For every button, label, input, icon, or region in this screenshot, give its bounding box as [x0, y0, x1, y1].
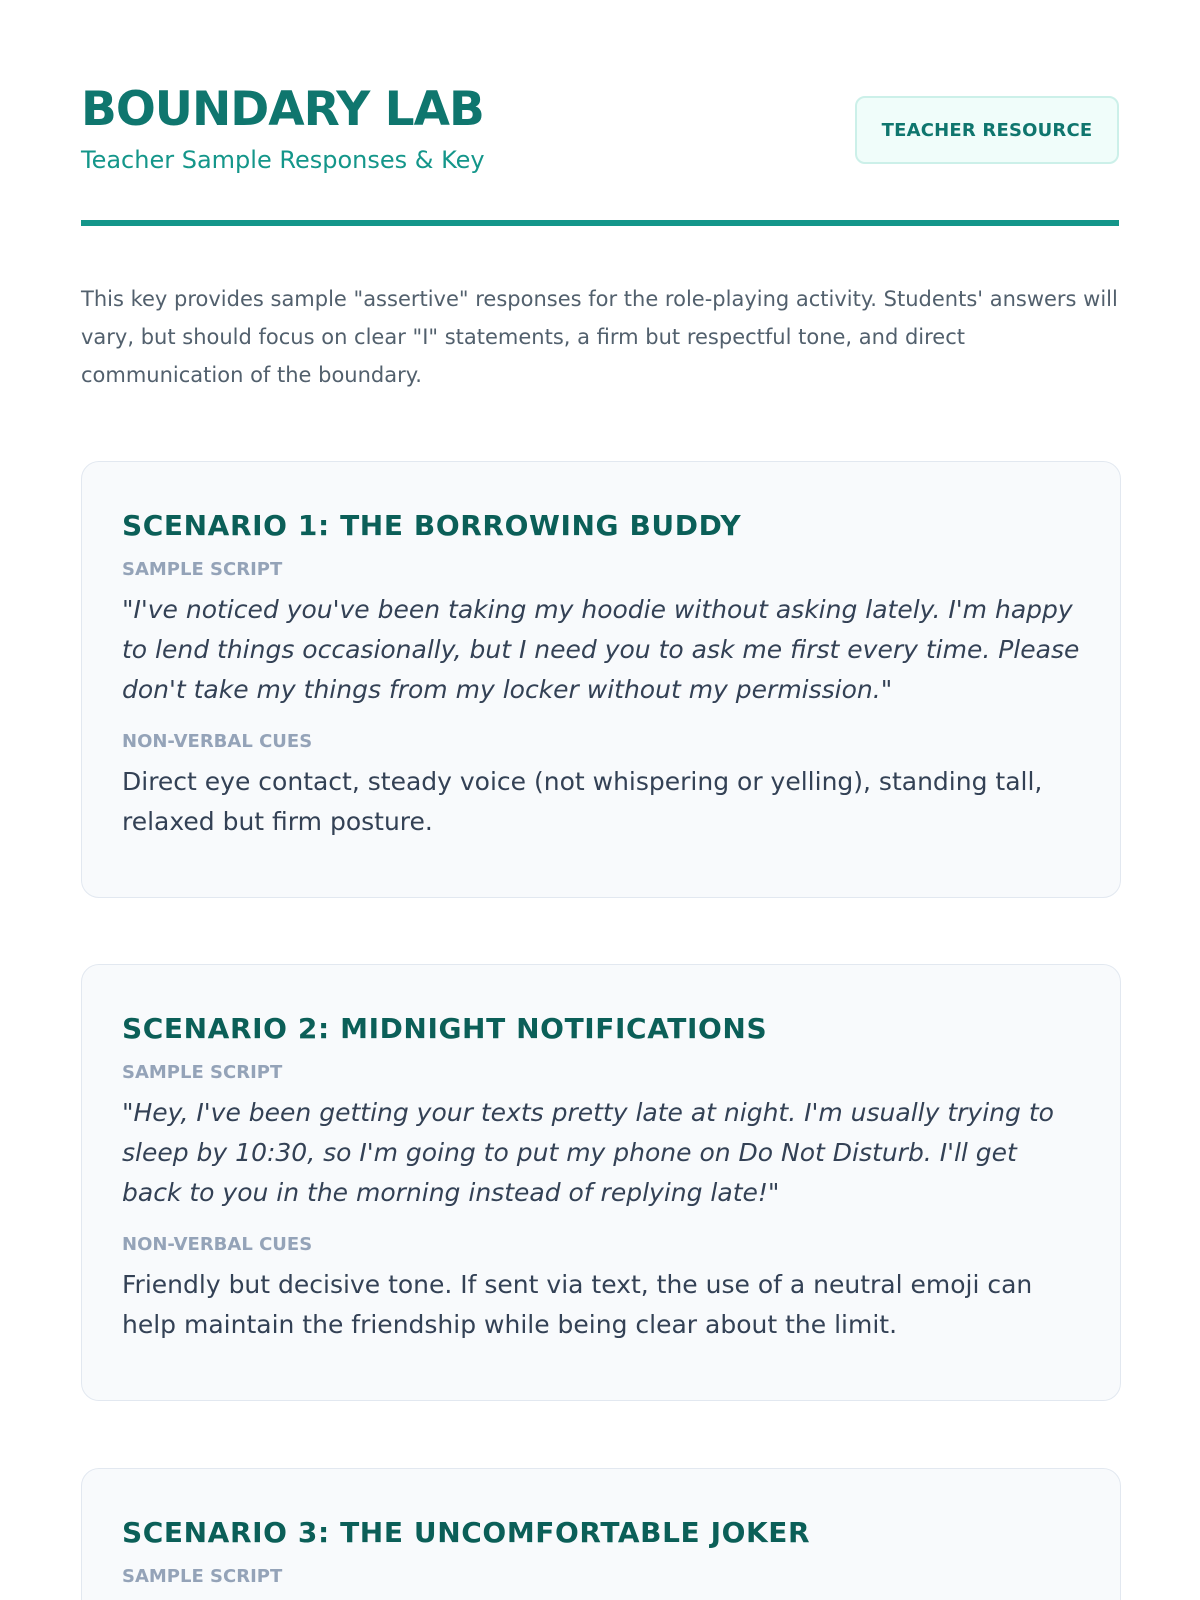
scenario-title: SCENARIO 3: THE UNCOMFORTABLE JOKER: [122, 1516, 811, 1549]
non-verbal-cues-label: NON-VERBAL CUES: [122, 731, 313, 752]
scenario-card-2: [81, 964, 1121, 1401]
scenario-card-1: [81, 461, 1121, 898]
non-verbal-cues-text: Direct eye contact, steady voice (not whispering or yelling), standing tall, relaxed but firm posture.: [122, 767, 1043, 836]
sample-script-text: "Hey, I've been getting your texts pretty late at night. I'm usually trying to sleep by 10:30, so I'm going to put my phone on Do Not Disturb. I'll get back to you in the morning instead of replying late!": [122, 1098, 1054, 1207]
scenario-title: SCENARIO 2: MIDNIGHT NOTIFICATIONS: [122, 1012, 768, 1045]
sample-script-label: SAMPLE SCRIPT: [122, 1062, 283, 1083]
document-header: [81, 0, 1119, 226]
sample-script-label: SAMPLE SCRIPT: [122, 559, 283, 580]
scenario-card-3: [81, 1468, 1121, 1600]
intro-paragraph: This key provides sample "assertive" responses for the role-playing activity. Students' answers will vary, but should focus on clear "I" statements, a firm but respectful tone, and direct communication of the boundary.: [81, 287, 1118, 387]
sample-script-text: "I've noticed you've been taking my hoodie without asking lately. I'm happy to lend things occasionally, but I need you to ask me first every time. Please don't take my things from my locker without my permission.": [122, 595, 1080, 704]
non-verbal-cues-text: Friendly but decisive tone. If sent via text, the use of a neutral emoji can help maintain the friendship while being clear about the limit.: [122, 1270, 1033, 1339]
teacher-resource-badge: TEACHER RESOURCE: [855, 96, 1119, 164]
page-title: BOUNDARY LAB: [81, 82, 484, 137]
page-subtitle: Teacher Sample Responses & Key: [81, 146, 485, 174]
scenario-title: SCENARIO 1: THE BORROWING BUDDY: [122, 509, 742, 542]
sample-script-label: SAMPLE SCRIPT: [122, 1566, 283, 1587]
non-verbal-cues-label: NON-VERBAL CUES: [122, 1234, 313, 1255]
